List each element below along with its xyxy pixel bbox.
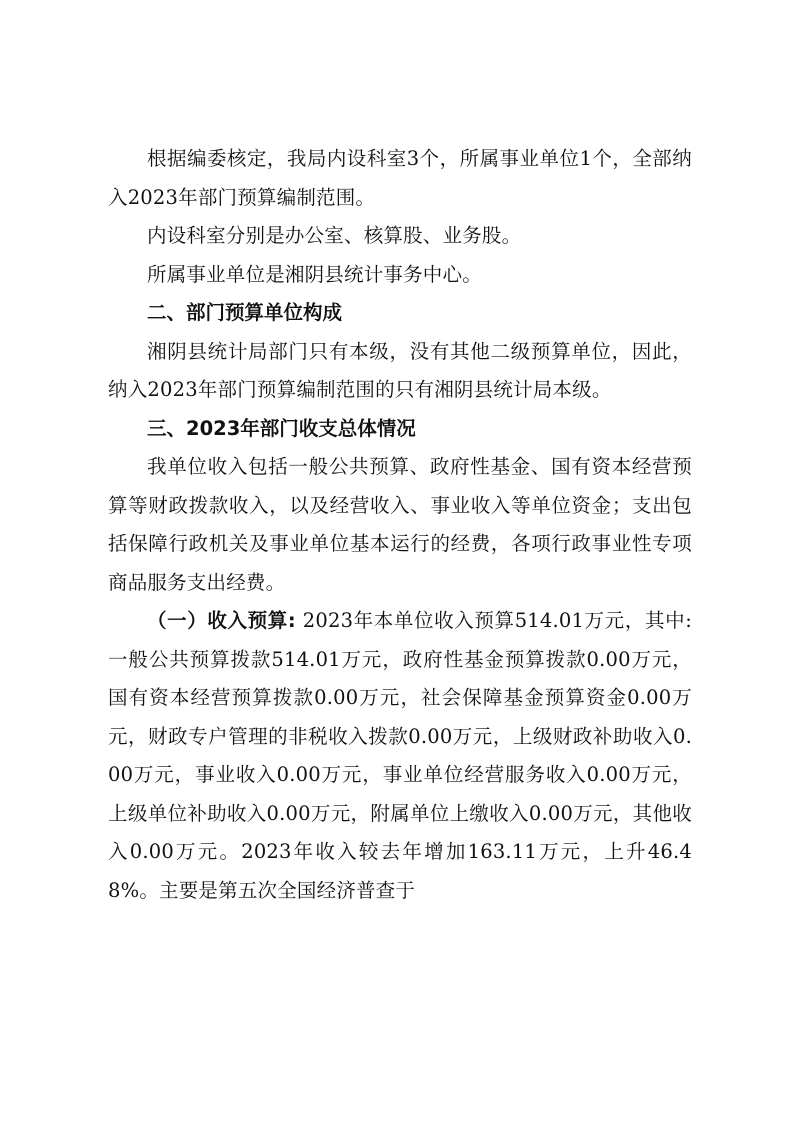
section-heading-budget-units: 二、部门预算单位构成 [147, 301, 343, 324]
income-budget-lead: （一）收入预算: [147, 609, 296, 632]
document-body [108, 140, 692, 910]
paragraph-budget-units: 湘阴县统计局部门只有本级，没有其他二级预算单位，因此，纳入2023年部门预算编制范围的只有湘阴县统计局本级。 [108, 339, 692, 401]
paragraph-offices: 内设科室分别是办公室、核算股、业务股。 [147, 224, 522, 247]
income-budget-text: 2023年本单位收入预算514.01万元，其中: 一般公共预算拨款514.01万元，政府性基金预算拨款0.00万元，国有资本经营预算拨款0.00万元，社会保障基金预算资金0.00万元，财政专户管理的非税收入拨款0.00万元，上级财政补助收入0.00万元，事业收入0.00万元，事业单位经营服务收入0.00万元，上级单位补助收入0.00万元，附属单位上缴收入0.00万元，其他收入0.00万元。2023年收入较去年增加163.11万元，上升46.48%。主要是第五次全国经济普查于 [108, 609, 692, 902]
paragraph-institutions: 根据编委核定，我局内设科室3个，所属事业单位1个，全部纳入2023年部门预算编制范围。 [108, 147, 692, 209]
paragraph-income-budget [108, 602, 692, 910]
paragraph-affiliated-unit: 所属事业单位是湘阴县统计事务中心。 [147, 262, 482, 286]
paragraph-overview: 我单位收入包括一般公共预算、政府性基金、国有资本经营预算等财政拨款收入，以及经营收入、事业收入等单位资金；支出包括保障行政机关及事业单位基本运行的经费，各项行政事业性专项商品服务支出经费。 [108, 455, 692, 594]
section-heading-overview: 三、2023年部门收支总体情况 [147, 416, 416, 440]
